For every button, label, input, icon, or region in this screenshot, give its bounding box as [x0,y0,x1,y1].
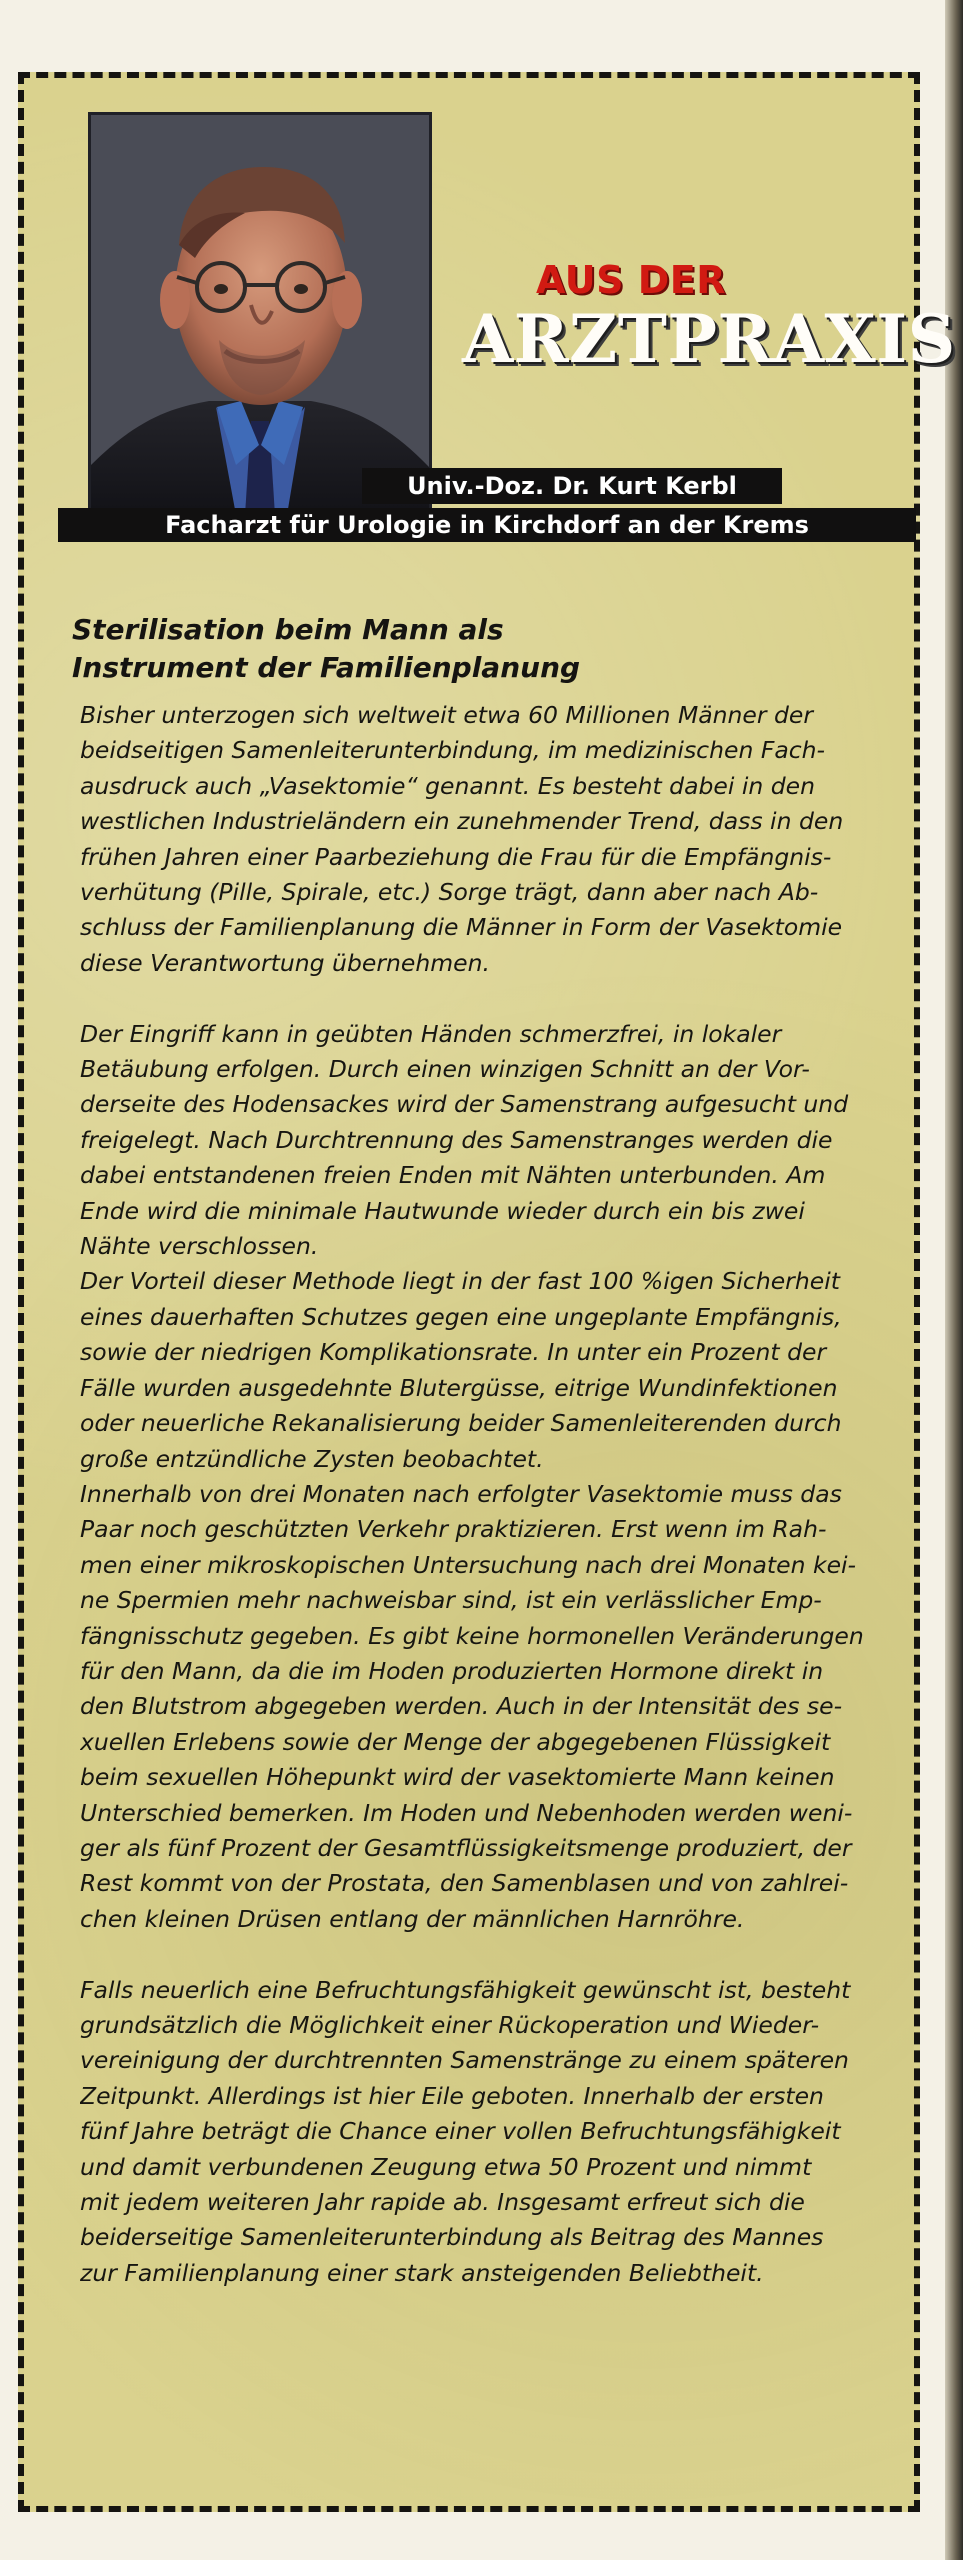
column-title [462,250,956,430]
article-line: derseite des Hodensackes wird der Samenstrang aufgesucht und [80,1090,849,1119]
article-line: diese Verantwortung übernehmen. [80,948,490,977]
article-line: Fälle wurden ausgedehnte Blutergüsse, eitrige Wundinfektionen [80,1373,838,1402]
article-line: schluss der Familienplanung die Männer in Form der Vasektomie [80,913,843,942]
doctor-name: Univ.-Doz. Dr. Kurt Kerbl [362,468,782,504]
article-line: Rest kommt von der Prostata, den Samenblasen und von zahlrei- [80,1869,849,1898]
article-line: Betäubung erfolgen. Durch einen winzigen Schnitt an der Vor- [80,1055,810,1084]
article-line: Ende wird die minimale Hautwunde wieder durch ein bis zwei [80,1196,805,1225]
article-line: beidseitigen Samenleiterunterbindung, im medizinischen Fach- [80,736,826,765]
article-line: Bisher unterzogen sich weltweit etwa 60 Millionen Männer der [80,701,814,729]
article-line: men einer mikroskopischen Untersuchung nach drei Monaten kei- [80,1550,857,1579]
article-line: frühen Jahren einer Paarbeziehung die Frau für die Empfängnis- [80,842,832,871]
article-line: chen kleinen Drüsen entlang der männlichen Harnröhre. [80,1904,745,1933]
article-line: westlichen Industrieländern ein zunehmender Trend, dass in den [80,807,844,836]
article-line: zur Familienplanung einer stark ansteigenden Beliebtheit. [80,2258,764,2287]
paragraph-break [80,981,914,1016]
article-line: Unterschied bemerken. Im Hoden und Nebenhoden werden weni- [80,1798,853,1827]
headline-line: Instrument der Familienplanung [72,650,581,684]
article-line: verhütung (Pille, Spirale, etc.) Sorge trägt, dann aber nach Ab- [80,878,819,907]
article-box [18,72,956,2512]
article-line: große entzündliche Zysten beobachtet. [80,1444,544,1473]
article-line: vereinigung der durchtrennten Samenstränge zu einem späteren [80,2046,849,2075]
article-line: grundsätzlich die Möglichkeit einer Rückoperation und Wieder- [80,2011,820,2039]
article-line: ger als fünf Prozent der Gesamtflüssigkeitsmenge produziert, der [80,1833,852,1862]
title-main: ARZTPRAXIS [462,300,956,378]
article-line: und damit verbundenen Zeugung etwa 50 Prozent und nimmt [80,2152,812,2181]
title-top: AUS DER [536,258,726,302]
article-body [80,698,914,2291]
article-line: beiderseitige Samenleiterunterbindung als Beitrag des Mannes [80,2223,824,2252]
article-line: Zeitpunkt. Allerdings ist hier Eile geboten. Innerhalb der ersten [80,2081,824,2110]
article-line: Der Vorteil dieser Methode liegt in der fast 100 %igen Sicherheit [80,1267,840,1296]
article-line: für den Mann, da die im Hoden produzierten Hormone direkt in [80,1656,824,1685]
scan-edge-shadow [945,0,963,2560]
paragraph-break [80,1937,914,1972]
article-line: den Blutstrom abgegeben werden. Auch in der Intensität des se- [80,1692,843,1721]
article-line: ne Spermien mehr nachweisbar sind, ist ein verlässlicher Emp- [80,1586,822,1615]
article-line: Der Eingriff kann in geübten Händen schmerzfrei, in lokaler [80,1019,782,1048]
article-line: sowie der niedrigen Komplikationsrate. In unter ein Prozent der [80,1338,827,1367]
article-headline [72,611,892,687]
article-line: dabei entstandenen freien Enden mit Nähten unterbunden. Am [80,1161,826,1190]
article-line: fünf Jahre beträgt die Chance einer vollen Befruchtungsfähigkeit [80,2117,841,2146]
doctor-specialty: Facharzt für Urologie in Kirchdorf an der Krems [58,508,916,542]
article-line: Nähte verschlossen. [80,1232,319,1261]
article-line: mit jedem weiteren Jahr rapide ab. Insgesamt erfreut sich die [80,2188,805,2217]
article-line: ausdruck auch „Vasektomie“ genannt. Es besteht dabei in den [80,771,816,800]
article-line: fängnisschutz gegeben. Es gibt keine hormonellen Veränderungen [80,1621,864,1650]
article-line: eines dauerhaften Schutzes gegen eine ungeplante Empfängnis, [80,1302,842,1331]
article-line: Innerhalb von drei Monaten nach erfolgter Vasektomie muss das [80,1479,842,1508]
article-line: Falls neuerlich eine Befruchtungsfähigkeit gewünscht ist, besteht [80,1975,851,2004]
article-line: xuellen Erlebens sowie der Menge der abgegebenen Flüssigkeit [80,1727,831,1756]
article-line: oder neuerliche Rekanalisierung beider Samenleiterenden durch [80,1409,842,1438]
headline-line: Sterilisation beim Mann als [72,612,504,646]
article-line: freigelegt. Nach Durchtrennung des Samenstranges werden die [80,1125,833,1154]
article-line: Paar noch geschützten Verkehr praktizieren. Erst wenn im Rah- [80,1515,827,1544]
article-line: beim sexuellen Höhepunkt wird der vasektomierte Mann keinen [80,1763,835,1792]
doctor-portrait-photo [88,112,432,518]
